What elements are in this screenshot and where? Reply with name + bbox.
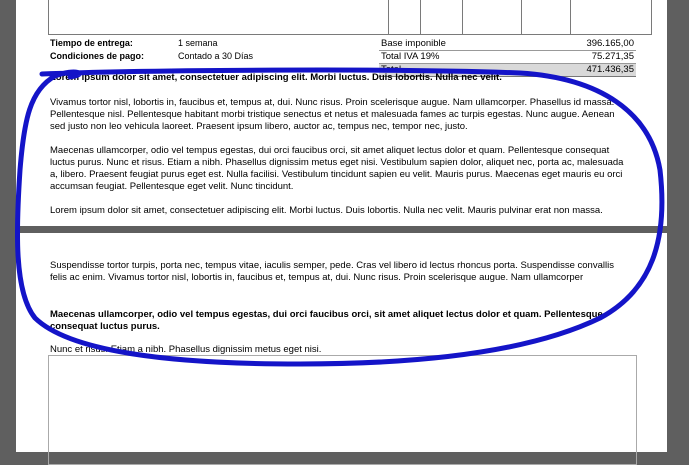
base-imponible-label: Base imponible — [381, 38, 446, 49]
payment-conditions-value: Contado a 30 Días — [178, 51, 254, 61]
paragraph-1: Lorem ipsum dolor sit amet, consectetuer adipiscing elit. Morbi luctus. Duis lobortis. Nulla nec velit. — [50, 72, 502, 83]
paragraph-4: Lorem ipsum dolor sit amet, consectetuer adipiscing elit. Morbi luctus. Duis lobortis. Nulla nec velit. Mauris pulvinar erat non massa. — [50, 205, 603, 216]
total-value: 471.436,35 — [586, 64, 634, 75]
paragraph-3: Maecenas ullamcorper, odio vel tempus egestas, dui orci faucibus orci, sit amet aliquet lectus dolor et quam. Pellentesque consequat luctus purus. Nunc et risus. Etiam a nibh. Phasellus dignissim metus eget nisi. Vestibulum sapien dolor, aliquet nec, porta ac, malesuada a, libero. Praesent feugiat purus eget est. Nulla facilisi. Vestibulum tincidunt sapien eu velit. Mauris purus. Maecenas eget mauris eu orci accumsan feugiat. Pellentesque eget velit. Nunc tincidunt. — [50, 145, 624, 192]
table-column-divider — [521, 0, 522, 34]
paragraph-6: Maecenas ullamcorper, odio vel tempus egestas, dui orci faucibus orci, sit amet aliquet lectus dolor et quam. Pellentesque consequat luctus purus. — [50, 309, 603, 332]
payment-conditions-label: Condiciones de pago: — [50, 51, 145, 61]
paragraph-5: Suspendisse tortor turpis, porta nec, tempus vitae, iaculis semper, pede. Cras vel libero id lectus rhoncus porta. Suspendisse convallis felis ac enim. Vivamus tortor nisl, lobortis in, faucibus et, tempus at, dui. Nunc risus. Proin scelerisque augue. Nam ullamcorper — [50, 260, 614, 283]
table-column-divider — [388, 0, 389, 34]
iva-value: 75.271,35 — [591, 51, 634, 62]
table-column-divider — [420, 0, 421, 34]
table-column-divider — [462, 0, 463, 34]
delivery-time-value: 1 semana — [178, 38, 218, 48]
total-label: Total — [381, 64, 402, 75]
items-table-bottom — [48, 0, 652, 35]
table-column-divider — [570, 0, 571, 34]
delivery-time-label: Tiempo de entrega: — [50, 38, 133, 48]
paragraph-2: Vivamus tortor nisl, lobortis in, faucibus et, tempus at, dui. Nunc risus. Proin scelerisque augue. Nam ullamcorper. Phasellus id massa. Pellentesque nisl. Pellentesque habitant morbi tristique senectus et netus et malesuada fames ac turpis egestas. Nunc augue. Aenean sed justo non leo vehicula laoreet. Praesent ipsum libero, auctor ac, tempus nec, tempor nec, justo. — [50, 97, 615, 132]
paragraph-7: Nunc et risus. Etiam a nibh. Phasellus dignissim metus eget nisi. — [50, 344, 322, 355]
base-imponible-value: 396.165,00 — [586, 38, 634, 49]
notes-box — [48, 355, 637, 465]
document-page-1 — [16, 0, 667, 226]
document-page-2 — [16, 233, 667, 452]
iva-label: Total IVA 19% — [381, 51, 440, 62]
